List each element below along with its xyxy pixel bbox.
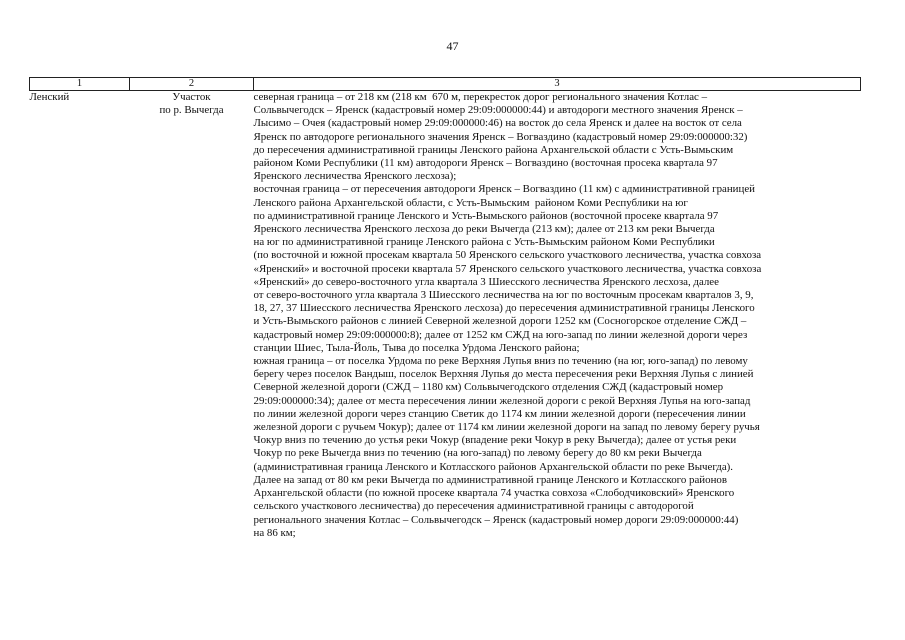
description-line: Чокур по реке Вычегда вниз по течению (на юго-запад) по левому берегу до 80 км реки Вычегда <box>253 447 702 460</box>
description-line: и Усть-Вымьского районов с линией Северной железной дороги 1252 км (Сосногорское отделение СЖД – <box>253 315 747 328</box>
table-row <box>30 91 861 540</box>
description-line: Архангельской области (по южной просеке квартала 74 участка совхоза «Слободчиковский» Яренского <box>253 487 735 500</box>
section-name-line-1: Участок <box>172 91 211 103</box>
description-line: Северной железной дороги (СЖД – 1180 км) Сольвычегодского отделения СЖД (кадастровый номер <box>253 381 724 394</box>
column-header-2: 2 <box>130 78 254 91</box>
column-header-1: 1 <box>30 78 130 91</box>
description-line: (по восточной и южной просекам квартала 50 Яренского сельского участкового лесничества, участка совхоза <box>253 249 762 262</box>
description-line: сельского участкового лесничества) до пересечения административной границы с автодорогой <box>253 500 694 513</box>
boundary-description-cell <box>254 91 861 540</box>
table-header-row <box>30 78 861 91</box>
page-number: 47 <box>446 39 459 53</box>
description-line: регионального значения Котлас – Сольвычегодск – Яренск (кадастровый номер дороги 29:09:000000:44) <box>253 513 739 526</box>
district-cell <box>30 91 130 540</box>
description-line: Ленского района Архангельской области, с Усть-Вымьским районом Коми Республики на юг <box>253 196 688 209</box>
description-line: районом Коми Республики (11 км) автодороги Яренск – Вогваздино (восточная просека квартала 97 <box>253 157 718 170</box>
description-line: берегу через поселок Вандыш, поселок Верхняя Лупья до места пересечения реки Верхняя Лупья с линией <box>253 368 754 381</box>
description-line: Яренского лесничества Яренского лесхоза до реки Вычегда (213 км); далее от 213 км реки Вычегда <box>253 223 715 236</box>
description-line: восточная граница – от пересечения автодороги Яренск – Вогваздино (11 км) с административной границей <box>253 183 756 196</box>
boundary-table <box>29 77 861 540</box>
section-name-line-2: по р. Вычегда <box>159 104 224 117</box>
description-line: кадастровый номер 29:09:000000:8); далее от 1252 км СЖД на юго-запад по линии железной дороги через <box>253 328 748 341</box>
section-cell <box>130 91 254 540</box>
description-line: по административной границе Ленского и Усть-Вымьского районов (восточной просеке квартала 97 <box>253 209 719 222</box>
description-line: Сольвычегодск – Яренск (кадастровый номер 29:09:000000:44) и автодороги местного значения Яренск – <box>253 104 743 117</box>
description-line: на 86 км; <box>253 526 296 539</box>
description-line: по линии железной дороги через станцию Светик до 1174 км линии железной дороги (пересечения линии <box>253 407 746 420</box>
description-line: Яренского лесничества Яренского лесхоза); <box>253 170 457 183</box>
description-line: «Яренский» и восточной просеки квартала 57 Яренского сельского участкового лесничества, участка совхоза <box>253 262 762 275</box>
description-line: Далее на запад от 80 км реки Вычегда по административной границе Ленского и Котласского районов <box>253 473 728 486</box>
description-line: «Яренский» до северо-восточного угла квартала 3 Шиесского лесничества Яренского лесхоза, далее <box>253 275 719 288</box>
description-line: железной дороги с ручьем Чокур); далее от 1174 км линии железной дороги на запад по левому берегу ручья <box>253 421 760 434</box>
description-line: станции Шиес, Тыла-Йоль, Тыва до поселка Урдома Ленского района; <box>253 341 580 354</box>
description-line: 18, 27, 37 Шиесского лесничества Яренского лесхоза) до пересечения административной границы Ленского <box>253 302 755 315</box>
description-line: северная граница – от 218 км (218 км 670 м, перекресток дорог регионального значения Котлас – <box>253 91 708 103</box>
description-line: на юг по административной границе Ленского района с Усть-Вымьским районом Коми Республики <box>253 236 715 249</box>
description-line: от северо-восточного угла квартала 3 Шиесского лесничества на юг по восточным просекам кварталов 3, 9, <box>253 289 754 302</box>
district-name: Ленский <box>29 91 70 103</box>
description-line: Чокур вниз по течению до устья реки Чокур (впадение реки Чокур в реку Вычегда); далее от устья реки <box>253 434 737 447</box>
column-header-3: 3 <box>254 78 861 91</box>
description-line: Лысимо – Очея (кадастровый номер 29:09:000000:46) на восток до села Яренск и далее на восток от села <box>253 117 742 130</box>
description-line: до пересечения административной границы Ленского района Архангельской области с Усть-Вымьским <box>253 143 734 156</box>
description-line: Яренск по автодороге регионального значения Яренск – Вогваздино (кадастровый номер 29:09:000000:32) <box>253 130 748 143</box>
description-line: 29:09:000000:34); далее от места пересечения линии железной дороги с рекой Верхняя Лупья на юго-запад <box>253 394 751 407</box>
description-line: (административная граница Ленского и Котласского районов Архангельской области по реке Вычегда). <box>253 460 734 473</box>
description-line: южная граница – от поселка Урдома по реке Верхняя Лупья вниз по течению (на юг, юго-запад) по левому <box>253 355 748 368</box>
